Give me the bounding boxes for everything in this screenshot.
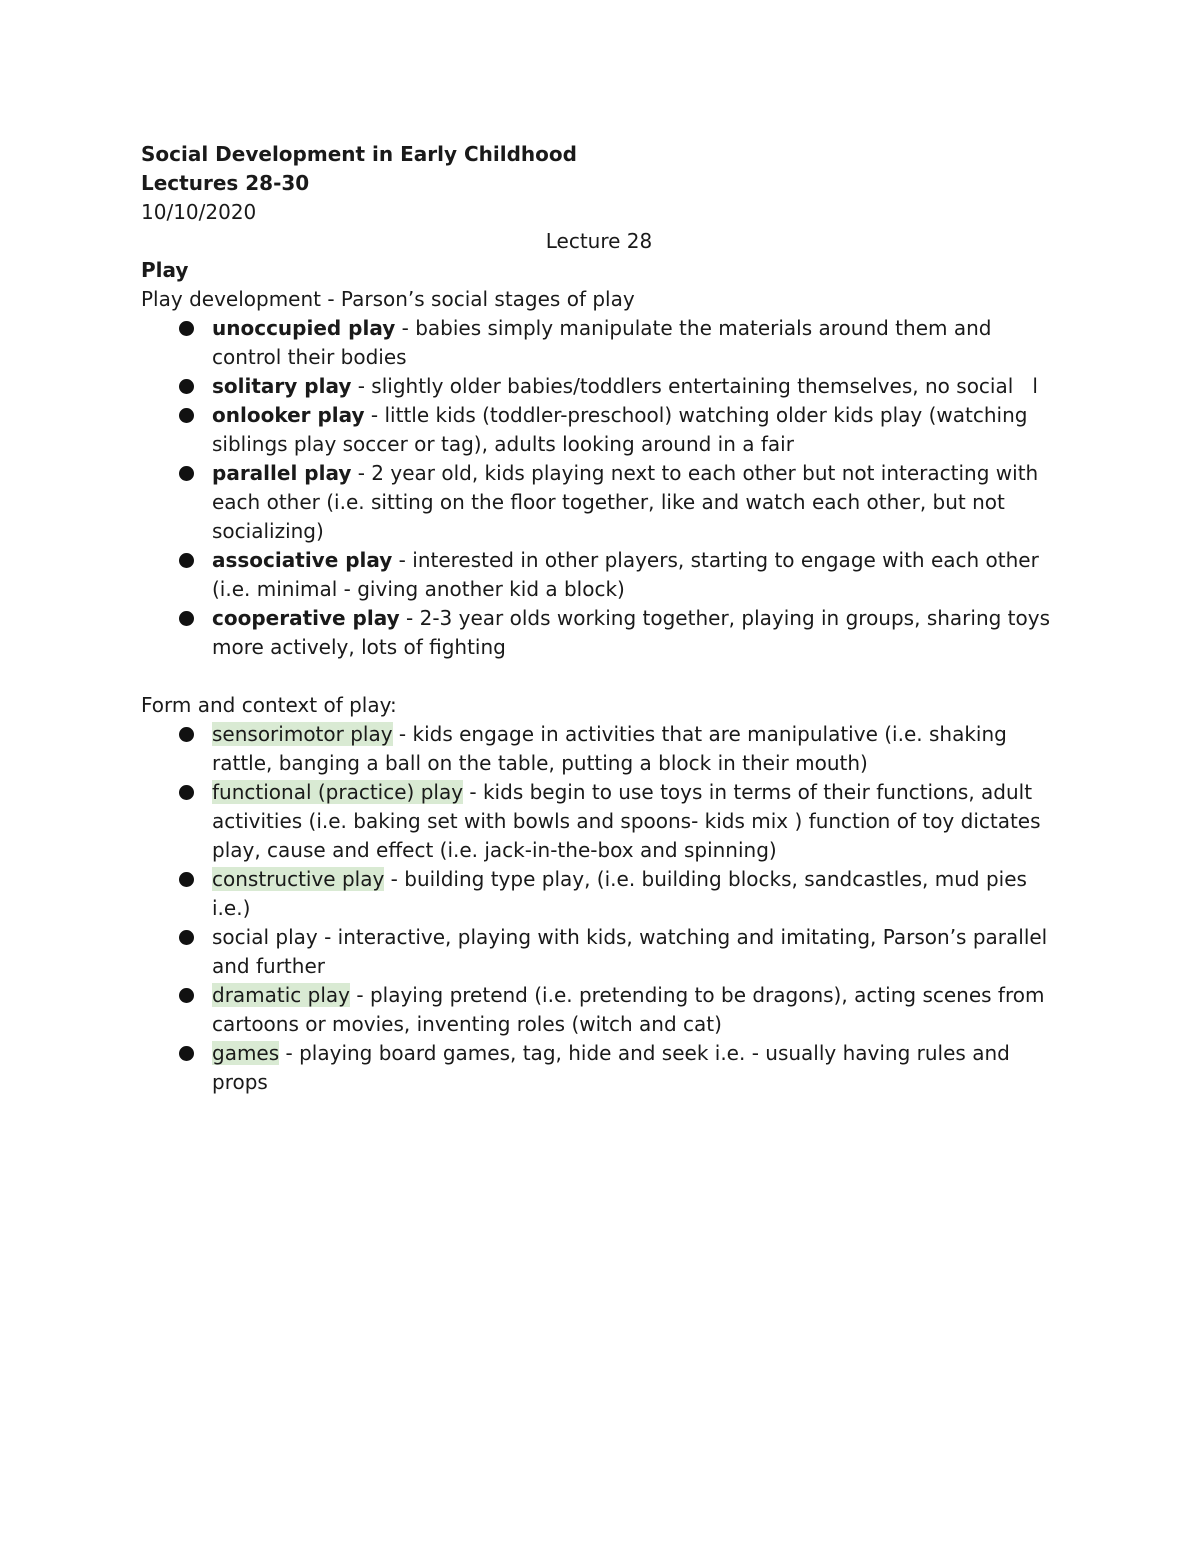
bullet-icon [179, 727, 194, 742]
list-item [141, 1039, 1061, 1097]
section-intro-play: Play development - Parson’s social stages of play [141, 287, 635, 311]
list-item-term: onlooker play [212, 403, 365, 427]
list-item [141, 459, 1061, 546]
list-item-term: solitary play [212, 374, 352, 398]
bullet-icon [179, 785, 194, 800]
section-heading-play: Play [141, 258, 189, 282]
play-stages-list [141, 314, 1061, 662]
list-item [141, 604, 1061, 662]
list-item-description: - playing pretend (i.e. pretending to be dragons), acting scenes from cartoons or movies, inventing roles (witch and cat) [212, 983, 1045, 1036]
list-item [141, 372, 1061, 401]
document-title: Social Development in Early Childhood [141, 142, 577, 166]
paragraph-spacer [141, 662, 1061, 691]
list-item-description: - kids begin to use toys in terms of their functions, adult activities (i.e. baking set with bowls and spoons- kids mix ) function of toy dictates play, cause and effect (i.e. jack-in-the-box and spinning) [212, 780, 1041, 862]
bullet-icon [179, 1046, 194, 1061]
list-item-description: - little kids (toddler-preschool) watching older kids play (watching siblings play soccer or tag), adults looking around in a fair [212, 403, 1028, 456]
bullet-icon [179, 611, 194, 626]
list-item [141, 981, 1061, 1039]
list-item [141, 720, 1061, 778]
play-forms-list [141, 720, 1061, 1097]
list-item-term-highlighted: sensorimotor play [212, 722, 393, 746]
document-body [141, 140, 1061, 1097]
list-item-term: parallel play [212, 461, 352, 485]
bullet-icon [179, 553, 194, 568]
document-date: 10/10/2020 [141, 200, 257, 224]
list-item-description: - kids engage in activities that are manipulative (i.e. shaking rattle, banging a ball on the table, putting a block in their mouth) [212, 722, 1007, 775]
list-item [141, 923, 1061, 981]
list-item-term-highlighted: constructive play [212, 867, 385, 891]
list-item-description: social play - interactive, playing with kids, watching and imitating, Parson’s parallel and further [212, 925, 1048, 978]
bullet-icon [179, 321, 194, 336]
list-item-description: - interested in other players, starting to engage with each other (i.e. minimal - giving another kid a block) [212, 548, 1039, 601]
lecture-heading: Lecture 28 [545, 229, 653, 253]
list-item [141, 778, 1061, 865]
bullet-icon [179, 872, 194, 887]
bullet-icon [179, 988, 194, 1003]
list-item [141, 314, 1061, 372]
list-item-term-highlighted: functional (practice) play [212, 780, 464, 804]
list-item-description: - slightly older babies/toddlers entertaining themselves, no social l [351, 374, 1038, 398]
document-subtitle: Lectures 28-30 [141, 171, 310, 195]
list-item-description: - playing board games, tag, hide and seek i.e. - usually having rules and props [212, 1041, 1010, 1094]
list-item-term-highlighted: dramatic play [212, 983, 351, 1007]
list-item-description: - 2 year old, kids playing next to each other but not interacting with each other (i.e. sitting on the floor together, like and watch each other, but not socializing) [212, 461, 1039, 543]
list-item-description: - 2-3 year olds working together, playing in groups, sharing toys more actively, lots of fighting [212, 606, 1051, 659]
bullet-icon [179, 408, 194, 423]
list-item [141, 401, 1061, 459]
list-item-term: cooperative play [212, 606, 400, 630]
list-item-term: unoccupied play [212, 316, 396, 340]
list-item-description: - babies simply manipulate the materials around them and control their bodies [212, 316, 992, 369]
list-item-description: - building type play, (i.e. building blocks, sandcastles, mud pies i.e.) [212, 867, 1027, 920]
list-item [141, 546, 1061, 604]
list-item-term-highlighted: games [212, 1041, 280, 1065]
bullet-icon [179, 379, 194, 394]
list-item [141, 865, 1061, 923]
list-item-term: associative play [212, 548, 393, 572]
bullet-icon [179, 466, 194, 481]
section-intro-form: Form and context of play: [141, 693, 397, 717]
bullet-icon [179, 930, 194, 945]
